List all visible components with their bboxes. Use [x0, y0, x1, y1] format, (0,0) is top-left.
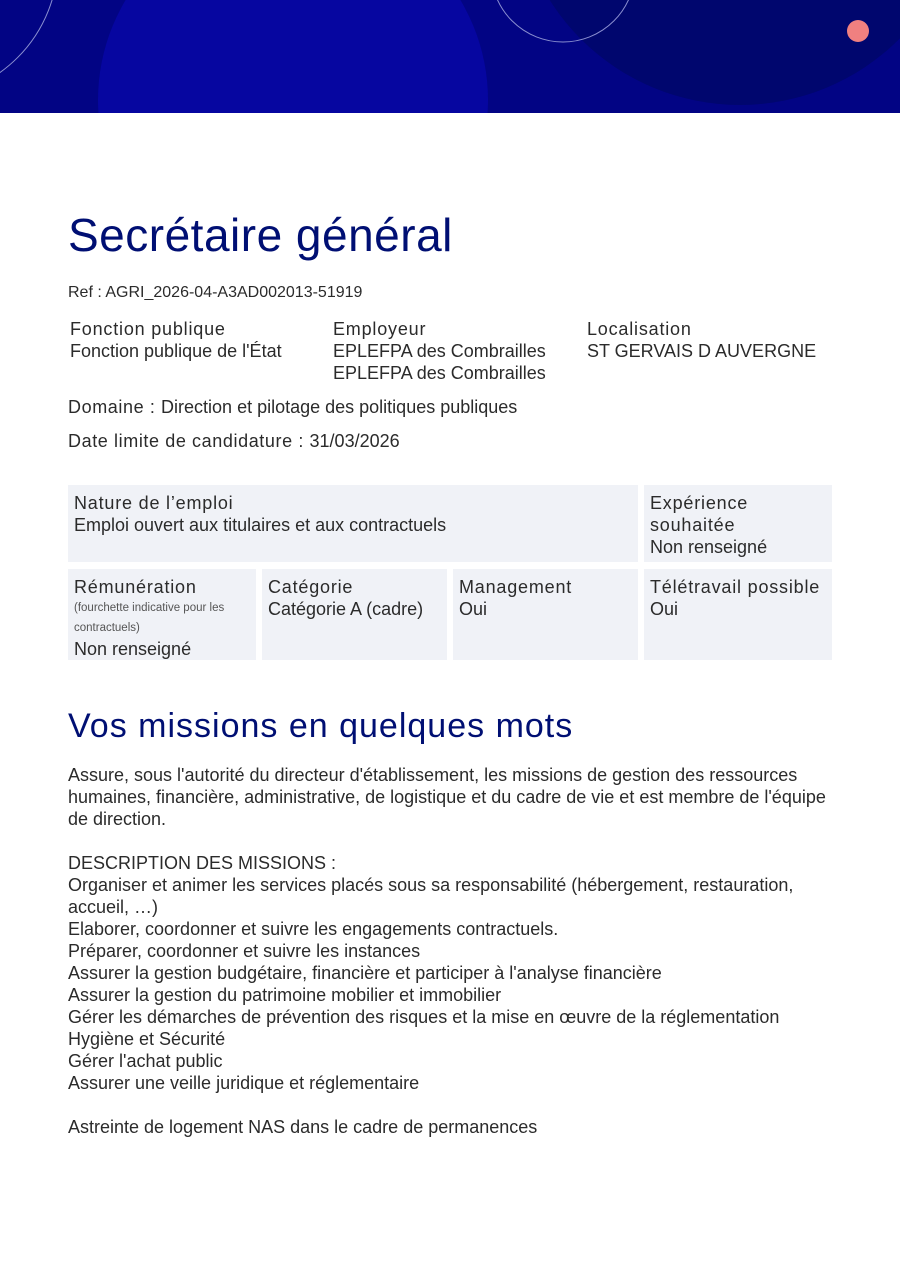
- fonction-publique-label: Fonction publique: [70, 319, 226, 339]
- missions-heading: Vos missions en quelques mots: [68, 707, 574, 745]
- domaine-label: Domaine :: [68, 397, 162, 417]
- mission-item: Assurer une veille juridique et réglementaire: [68, 1073, 420, 1093]
- job-reference: Ref : AGRI_2026-04-A3AD002013-51919: [68, 284, 363, 301]
- accent-dot: [847, 20, 869, 42]
- categorie-card: [262, 569, 447, 660]
- missions-footer: Astreinte de logement NAS dans le cadre de permanences: [68, 1117, 538, 1137]
- mission-item: Elaborer, coordonner et suivre les engagements contractuels.: [68, 919, 559, 939]
- banner-decoration: [0, 0, 900, 113]
- employeur-value-repeat: EPLEFPA des Combrailles: [333, 363, 546, 383]
- management-label: Management: [459, 577, 573, 597]
- localisation-label: Localisation: [587, 319, 692, 339]
- missions-body: [68, 764, 840, 1138]
- date-limite-label: Date limite de candidature :: [68, 431, 310, 451]
- domaine-line: [68, 397, 517, 418]
- mission-item: Assurer la gestion budgétaire, financière et participer à l'analyse financière: [68, 963, 662, 983]
- employeur-label: Employeur: [333, 319, 427, 339]
- mission-item: Organiser et animer les services placés sous sa responsabilité (hébergement, restauration, accueil, …): [68, 875, 794, 917]
- nature-emploi-card: [68, 485, 638, 562]
- experience-card: [644, 485, 832, 562]
- categorie-label: Catégorie: [268, 577, 354, 597]
- date-limite-line: [68, 431, 400, 452]
- page-title: Secrétaire général: [68, 209, 453, 261]
- employeur-value: EPLEFPA des Combrailles: [333, 341, 546, 361]
- experience-label-line2: souhaitée: [650, 515, 736, 535]
- remuneration-label: Rémunération: [74, 577, 197, 597]
- mission-item: Assurer la gestion du patrimoine mobilier et immobilier: [68, 985, 502, 1005]
- mission-item: Gérer les démarches de prévention des risques et la mise en œuvre de la réglementation Hygiène et Sécurité: [68, 1007, 780, 1049]
- remuneration-note-line2: contractuels): [74, 622, 140, 634]
- domaine-value: Direction et pilotage des politiques publiques: [161, 397, 518, 417]
- experience-label: Expérience: [650, 493, 749, 513]
- teletravail-card: [644, 569, 832, 660]
- categorie-value: Catégorie A (cadre): [268, 599, 424, 619]
- management-value: Oui: [459, 599, 488, 619]
- remuneration-card: [68, 569, 256, 660]
- experience-value: Non renseigné: [650, 537, 768, 557]
- missions-intro: Assure, sous l'autorité du directeur d'établissement, les missions de gestion des ressources humaines, financière, administrative, de logistique et du cadre de vie et est membre de l'équipe de direction.: [68, 765, 826, 829]
- localisation-value: ST GERVAIS D AUVERGNE: [587, 341, 817, 361]
- banner-large-circle: [98, 0, 488, 113]
- nature-emploi-value: Emploi ouvert aux titulaires et aux contractuels: [74, 515, 447, 535]
- localisation-block: [587, 318, 816, 362]
- management-card: [453, 569, 638, 660]
- missions-description-heading: DESCRIPTION DES MISSIONS :: [68, 853, 337, 873]
- mission-item: Gérer l'achat public: [68, 1051, 223, 1071]
- remuneration-note: (fourchette indicative pour les: [74, 602, 225, 614]
- teletravail-label: Télétravail possible: [650, 577, 821, 597]
- header-banner: [0, 0, 900, 113]
- fonction-publique-value: Fonction publique de l'État: [70, 341, 282, 361]
- remuneration-value: Non renseigné: [74, 639, 192, 659]
- nature-emploi-label: Nature de l’emploi: [74, 493, 234, 513]
- teletravail-value: Oui: [650, 599, 679, 619]
- date-limite-value: 31/03/2026: [309, 431, 400, 451]
- fonction-publique-block: [70, 318, 282, 362]
- mission-item: Préparer, coordonner et suivre les instances: [68, 941, 421, 961]
- employeur-block: [333, 318, 546, 384]
